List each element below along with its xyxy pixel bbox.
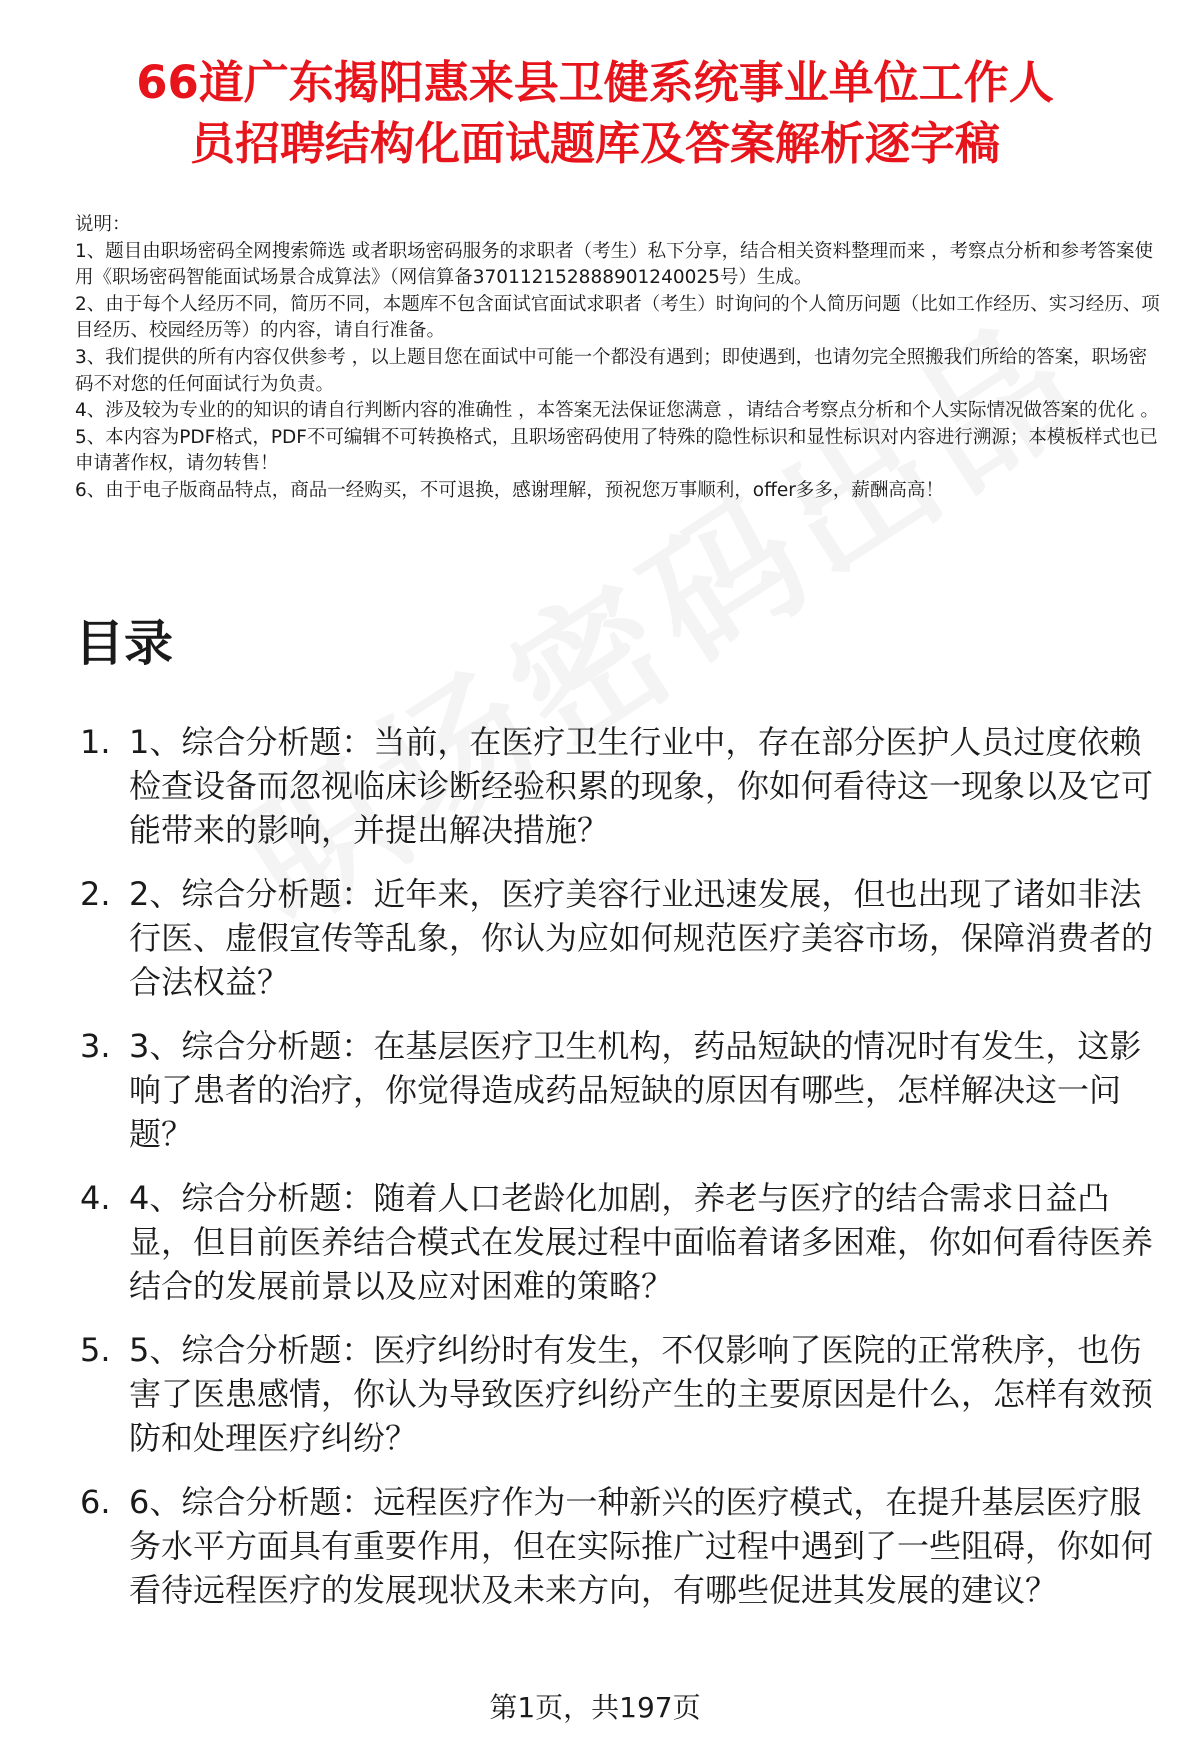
toc-item-number: 6.	[80, 1483, 111, 1521]
document-title	[40, 52, 1150, 174]
toc-item-text: 3、综合分析题：在基层医疗卫生机构，药品短缺的情况时有发生，这影响了患者的治疗，你觉得造成药品短缺的原因有哪些，怎样解决这一问题？	[129, 1027, 1142, 1153]
page-footer: 第1页，共197页	[489, 1691, 701, 1724]
toc-item-number: 5.	[80, 1331, 111, 1369]
toc-list	[75, 720, 1170, 1632]
toc-item[interactable]	[75, 720, 1170, 852]
toc-item-number: 4.	[80, 1179, 111, 1217]
toc-item-text: 6、综合分析题：远程医疗作为一种新兴的医疗模式，在提升基层医疗服务水平方面具有重要作用，但在实际推广过程中遇到了一些阻碍，你如何看待远程医疗的发展现状及未来方向，有哪些促进其发展的建议？	[129, 1483, 1154, 1609]
toc-item-text: 4、综合分析题：随着人口老龄化加剧，养老与医疗的结合需求日益凸显，但目前医养结合模式在发展过程中面临着诸多困难，你如何看待医养结合的发展前景以及应对困难的策略？	[129, 1179, 1154, 1305]
note-item: 5、本内容为PDF格式，PDF不可编辑不可转换格式，且职场密码使用了特殊的隐性标识和显性标识对内容进行溯源；本模板样式也已申请著作权，请勿转售！	[75, 426, 1158, 475]
toc-item[interactable]	[75, 1176, 1170, 1308]
toc-item-text: 1、综合分析题：当前，在医疗卫生行业中，存在部分医护人员过度依赖检查设备而忽视临床诊断经验积累的现象，你如何看待这一现象以及它可能带来的影响，并提出解决措施？	[129, 723, 1154, 849]
toc-item-text: 5、综合分析题：医疗纠纷时有发生，不仅影响了医院的正常秩序，也伤害了医患感情，你认为导致医疗纠纷产生的主要原因是什么，怎样有效预防和处理医疗纠纷？	[129, 1331, 1154, 1457]
toc-heading: 目录	[75, 615, 174, 672]
toc-item-number: 2.	[80, 875, 111, 913]
toc-item[interactable]	[75, 1024, 1170, 1156]
toc-item[interactable]	[75, 872, 1170, 1004]
note-item: 3、我们提供的所有内容仅供参考 ，以上题目您在面试中可能一个都没有遇到；即使遇到，也请勿完全照搬我们所给的答案，职场密码不对您的任何面试行为负责。	[75, 346, 1148, 395]
note-item: 6、由于电子版商品特点，商品一经购买，不可退换，感谢理解，预祝您万事顺利，offer多多，薪酬高高！	[75, 479, 944, 501]
title-line-2: 员招聘结构化面试题库及答案解析逐字稿	[189, 117, 1000, 170]
note-item: 2、由于每个人经历不同，简历不同，本题库不包含面试官面试求职者（考生）时询问的个人简历问题（比如工作经历、实习经历、项目经历、校园经历等）的内容，请自行准备。	[75, 293, 1160, 342]
note-item: 1、题目由职场密码全网搜索筛选 或者职场密码服务的求职者（考生）私下分享，结合相关资料整理而来 ，考察点分析和参考答案使用《职场密码智能面试场景合成算法》（网信算备370112152888901240025号）生成。	[75, 240, 1154, 289]
toc-item-number: 1.	[80, 723, 111, 761]
notes-heading: 说明：	[75, 214, 131, 235]
toc-item[interactable]	[75, 1328, 1170, 1460]
toc-item-text: 2、综合分析题：近年来，医疗美容行业迅速发展，但也出现了诸如非法行医、虚假宣传等乱象，你认为应如何规范医疗美容市场，保障消费者的合法权益？	[129, 875, 1154, 1001]
toc-item-number: 3.	[80, 1027, 111, 1065]
title-line-1: 66道广东揭阳惠来县卫健系统事业单位工作人	[136, 56, 1054, 109]
toc-item[interactable]	[75, 1480, 1170, 1612]
notes-section	[75, 212, 1165, 505]
note-item: 4、涉及较为专业的的知识的请自行判断内容的准确性 ，本答案无法保证您满意 ，请结合考察点分析和个人实际情况做答案的优化 。	[75, 400, 1159, 422]
